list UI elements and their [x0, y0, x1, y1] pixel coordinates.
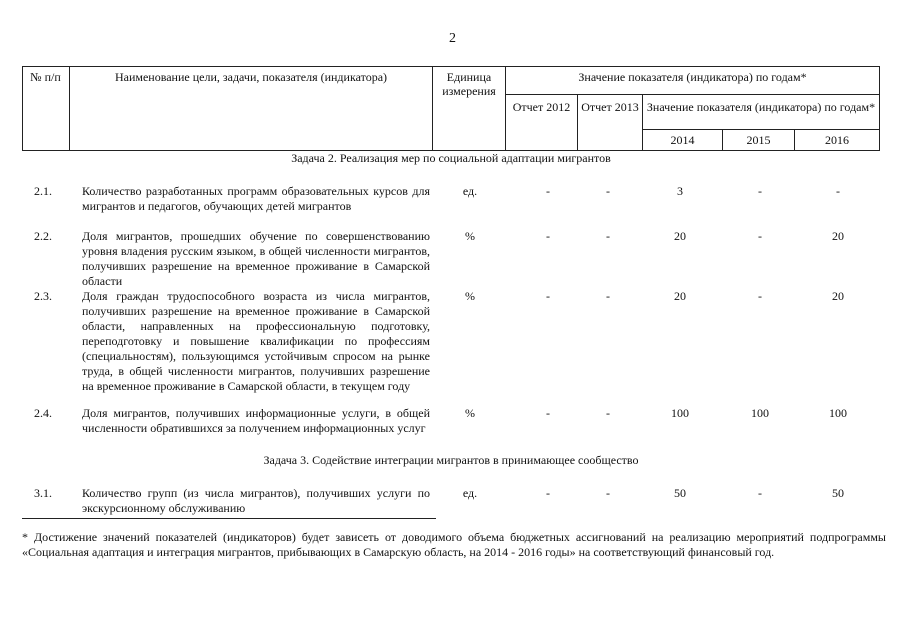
- row-value-2013: -: [606, 184, 610, 198]
- row-value-2014: 20: [674, 289, 686, 303]
- row-value-2015: -: [758, 229, 762, 243]
- row-indicator-name: Доля граждан трудоспособного возраста из числа мигрантов, получивших разрешение на временное проживание в Самарской области, направленных на профессиональную подготовку, переподготовку и повышение квалификации по профессиям (специальностям), пользующимся устойчивым спросом на рынке труда, в общей численности мигрантов, получивших разрешение на временное проживание в Самарской области, в текущем году: [82, 289, 430, 393]
- row-number: 2.1.: [34, 184, 52, 198]
- header-name: Наименование цели, задачи, показателя (индикатора): [114, 70, 388, 84]
- header-num: № п/п: [30, 70, 61, 84]
- row-value-2013: -: [606, 406, 610, 420]
- row-value-2016: 50: [832, 486, 844, 500]
- row-unit: %: [465, 289, 475, 303]
- page-number: 2: [449, 31, 456, 46]
- row-value-2012: -: [546, 406, 550, 420]
- row-unit: ед.: [462, 184, 478, 198]
- row-unit: %: [465, 229, 475, 243]
- header-plan-values: Значение показателя (индикатора) по годам*: [646, 100, 876, 114]
- row-value-2015: -: [758, 486, 762, 500]
- header-year-2015: 2015: [746, 133, 771, 147]
- row-value-2016: 100: [829, 406, 847, 420]
- row-number: 2.4.: [34, 406, 52, 420]
- row-value-2014: 20: [674, 229, 686, 243]
- row-value-2012: -: [546, 486, 550, 500]
- row-indicator-name: Доля мигрантов, прошедших обучение по совершенствованию уровня владения русским языком, в общей численности мигрантов, получивших разрешение на временное проживание в Самарской области: [82, 229, 430, 288]
- row-unit: %: [465, 406, 475, 420]
- task-title: Задача 3. Содействие интеграции мигрантов в принимающее сообщество: [263, 453, 639, 467]
- row-value-2015: 100: [751, 406, 769, 420]
- row-value-2012: -: [546, 289, 550, 303]
- footnote-divider: [22, 518, 436, 519]
- row-value-2014: 3: [677, 184, 683, 198]
- row-value-2016: 20: [832, 229, 844, 243]
- row-value-2015: -: [758, 289, 762, 303]
- row-value-2015: -: [758, 184, 762, 198]
- header-values: Значение показателя (индикатора) по годам*: [578, 70, 807, 84]
- row-value-2013: -: [606, 486, 610, 500]
- row-value-2016: 20: [832, 289, 844, 303]
- header-year-2016: 2016: [825, 133, 849, 147]
- row-indicator-name: Доля мигрантов, получивших информационные услуги, в общей численности обратившихся за получением информационных услуг: [82, 406, 430, 435]
- header-report-2012: Отчет 2012: [512, 100, 571, 114]
- row-number: 2.2.: [34, 229, 52, 243]
- row-value-2013: -: [606, 289, 610, 303]
- footnote: * Достижение значений показателей (индикаторов) будет зависеть от доводимого объема бюджетных ассигнований на реализацию мероприятий подпрограммы «Социальная адаптация и интеграция мигрантов, прибывающих в Самарскую область, на 2014 - 2016 годы» на соответствующий финансовый год.: [22, 530, 886, 559]
- row-unit: ед.: [462, 486, 478, 500]
- row-value-2014: 50: [674, 486, 686, 500]
- row-number: 3.1.: [34, 486, 52, 500]
- row-value-2014: 100: [671, 406, 689, 420]
- row-number: 2.3.: [34, 289, 52, 303]
- table-header: [22, 66, 880, 150]
- header-report-2013: Отчет 2013: [581, 100, 639, 114]
- task-title: Задача 2. Реализация мер по социальной адаптации мигрантов: [291, 151, 611, 165]
- header-year-2014: 2014: [670, 133, 695, 147]
- header-unit: Единица измерения: [442, 70, 496, 98]
- row-value-2013: -: [606, 229, 610, 243]
- row-value-2012: -: [546, 184, 550, 198]
- row-indicator-name: Количество разработанных программ образовательных курсов для мигрантов и педагогов, обучающих детей мигрантов: [82, 184, 430, 213]
- row-indicator-name: Количество групп (из числа мигрантов), получивших услуги по экскурсионному обслуживанию: [82, 486, 430, 515]
- row-value-2016: -: [836, 184, 840, 198]
- row-value-2012: -: [546, 229, 550, 243]
